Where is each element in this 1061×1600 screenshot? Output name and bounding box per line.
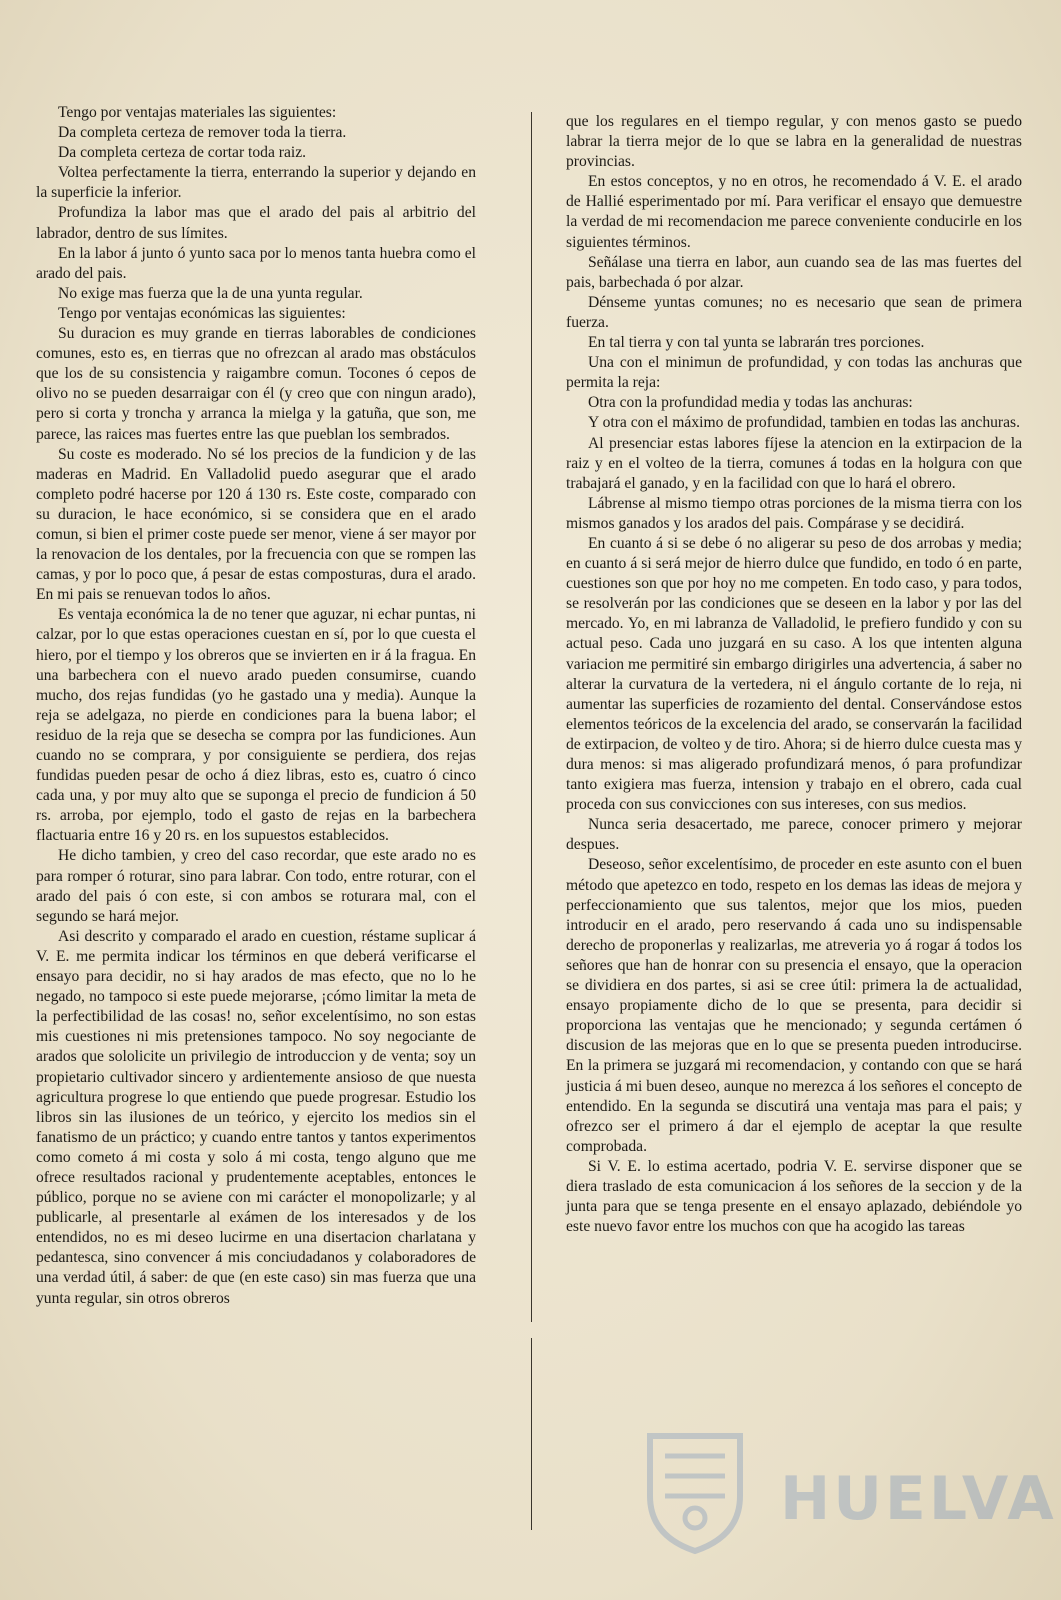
paragraph: Su coste es moderado. No sé los precios de la fundicion y de las maderas en Madrid. En Valladolid puedo asegurar que el arado completo podré hacerse por 120 á 130 rs. Este coste, comparado con su duracion, le hace económico, si se considera que en el arado comun, si bien el primer coste puede ser menor, viene á ser mayor por la renovacion de los dentales, por la frecuencia con que se rompen las camas, y por lo poco que, á pesar de estas composturas, dura el arado. En mi pais se renuevan todos lo años. bbox=[36, 445, 476, 604]
paragraph: Lábrense al mismo tiempo otras porciones de la misma tierra con los mismos ganados y los arados del pais. Compárase y se decidirá. bbox=[566, 494, 1022, 532]
paragraph: Deseoso, señor excelentísimo, de proceder en este asunto con el buen método que apetezco en todo, respeto en los demas las ideas de mejora y perfeccionamiento que sus talentos, mejor que los mios, pueden introducir en el arado, pero reservando á cada uno su indispensable derecho de proponerlas y realizarlas, me atreveria yo á rogar á todos los señores que han de honrar con su presencia el ensayo, que la operacion se dividiera en dos partes, si asi se cree útil: primera la de actualidad, ensayo propiamente dicho de lo que se presenta, para decidir si proporciona las ventajas que he mencionado; y segunda certámen ó discusion de las mejoras que en lo que se presenta pueden introducirse. En la primera se juzgará mi recomendacion, y contando con que se hará justicia á mi buen deseo, aunque no merezca á los señores el concepto de entendido. En la segunda se discutirá una ventaja mas para el pais; y ofrezco ser el primero á dar el ejemplo de aceptar la que resulte comprobada. bbox=[566, 856, 1022, 1155]
right-column bbox=[566, 112, 1022, 1237]
paragraph: Voltea perfectamente la tierra, enterrando la superior y dejando en la superficie la inferior. bbox=[36, 164, 476, 202]
paragraph: En estos conceptos, y no en otros, he recomendado á V. E. el arado de Hallié esperimentado por mí. Para verificar el ensayo que demuestre la verdad de mi recomendacion me parece conveniente conducirle en los siguientes términos. bbox=[566, 173, 1022, 251]
paragraph: Tengo por ventajas materiales las siguientes: bbox=[58, 104, 337, 121]
library-watermark bbox=[640, 1416, 1057, 1566]
paragraph: Da completa certeza de remover toda la tierra. bbox=[58, 124, 347, 142]
paragraph: En tal tierra y con tal yunta se labrarán tres porciones. bbox=[588, 334, 925, 352]
paragraph: Y otra con el máximo de profundidad, tambien en todas las anchuras. bbox=[588, 414, 1021, 432]
paragraph: Una con el minimun de profundidad, y con todas las anchuras que permita la reja: bbox=[566, 354, 1022, 392]
paragraph: Otra con la profundidad media y todas las anchuras: bbox=[588, 394, 913, 412]
watermark-text: HUELVA bbox=[780, 1464, 1057, 1534]
column-divider bbox=[531, 112, 532, 1322]
paragraph: Es ventaja económica la de no tener que aguzar, ni echar puntas, ni calzar, por lo que estas operaciones cuestan en sí, por lo que cuesta el hiero, por el tiempo y los obreros que se invierten en ir á la fragua. En una barbechera con el nuevo arado pueden consumirse, cuando mucho, dos rejas fundidas (yo he gastado una y media). Aunque la reja se adelgaza, no pierde en condiciones para la buena labor; el residuo de la reja que se desecha se compra por las fundiciones. Aun cuando no se comprara, y por consiguiente se perdiera, dos rejas fundidas pueden pesar de ocho á diez libras, esto es, cuatro ó cinco cada una, y por muy alto que se suponga el precio de fundicion á 50 rs. arroba, por ejemplo, todo el gasto de rejas en la barbechera flactuaria entre 16 y 20 rs. en los supuestos establecidos. bbox=[36, 606, 476, 845]
paragraph: No exige mas fuerza que la de una yunta regular. bbox=[58, 284, 363, 302]
paragraph: Señálase una tierra en labor, aun cuando sea de las mas fuertes del pais, barbechada ó por alzar. bbox=[566, 253, 1022, 291]
paragraph: Su duracion es muy grande en tierras laborables de condiciones comunes, esto es, en tierras que no ofrezcan al arado mas obstáculos que los de su consistencia y raigambre comun. Tocones ó cepos de olivo no se pueden desarraigar con él (y creo que con ningun arado), pero si corta y troncha y arranca la mielga y la gatuña, que son, me parece, las raices mas fuertes entre las que pueblan los sembrados. bbox=[36, 325, 476, 443]
column-divider bbox=[531, 1338, 532, 1530]
paragraph: que los regulares en el tiempo regular, y con menos gasto se puedo labrar la tierra mejor de lo que se labra en la generalidad de nuestras provincias. bbox=[566, 113, 1022, 171]
paragraph: Tengo por ventajas económicas las siguientes: bbox=[58, 304, 346, 322]
left-column bbox=[36, 103, 476, 1309]
paragraph: Nunca seria desacertado, me parece, conocer primero y mejorar despues. bbox=[566, 816, 1022, 854]
paragraph: Profundiza la labor mas que el arado del pais al arbitrio del labrador, dentro de sus límites. bbox=[36, 204, 476, 242]
paragraph: En cuanto á si se debe ó no aligerar su peso de dos arrobas y media; en cuanto á si será mejor de hierro dulce que fundido, en todo ó en parte, cuestiones son que por hoy no me competen. En todo caso, y para todos, se resolverán por las condiciones que se deseen en la labor y por las del mercado. Yo, en mi labranza de Valladolid, le prefiero fundido y con su actual peso. Cada uno juzgará en su caso. A los que intenten alguna variacion me permitiré sin embargo dirigirles una advertencia, á saber no alterar la curvatura de la vertedera, ni el ángulo cortante de lo reja, ni aumentar las superficies de rozamiento del dental. Conservándose estos elementos teóricos de la excelencia del arado, se conservarán la facilidad de extirpacion, de volteo y de tiro. Ahora; si de hierro dulce cuesta mas y dura menos: si mas aligerado profundizará menos, ó para profundizar tanto exigiera mas fuerza, intension y trabajo en el obrero, cada cual proceda con sus convicciones con sus intereses, con sus medios. bbox=[566, 534, 1022, 814]
paragraph: Da completa certeza de cortar toda raiz. bbox=[58, 144, 307, 162]
paragraph: En la labor á junto ó yunto saca por lo menos tanta huebra como el arado del pais. bbox=[36, 244, 476, 282]
paragraph: Asi descrito y comparado el arado en cuestion, réstame suplicar á V. E. me permita indicar los términos en que deberá verificarse el ensayo para decidir, no si hay arados de mas efecto, que no lo he negado, no tampoco si este puede mejorarse, ¡cómo limitar la meta de la perfectibilidad de las cosas! no, señor excelentísimo, no son estas mis cuestiones ni mis pretensiones tampoco. No soy negociante de arados que sololicite un privilegio de introduccion y de venta; soy un propietario cultivador sincero y ardientemente ansioso de que nuesta agricultura progrese lo que entiendo que puede progresar. Estudio los libros sin las ilusiones de un teórico, y ejercito los medios sin el fanatismo de un práctico; y cuando entre tantos y tantos experimentos como cometo á mi costa y solo á mi costa, tengo alguno que me ofrece resultados racional y prudentemente aceptables, entonces le público, porque no se aviene con mi carácter el monopolizarle; y al publicarle, al presentarle al exámen de los interesados y de los entendidos, no es mi deseo lucirme en una disertacion charlatana y pedantesca, sino convencer á mis conciudadanos y colaboradores de una verdad útil, á saber: de que (en este caso) sin mas fuerza que una yunta regular, sin otros obreros bbox=[36, 927, 476, 1307]
paragraph: He dicho tambien, y creo del caso recordar, que este arado no es para romper ó roturar, sino para labrar. Con todo, entre roturar, con el arado del pais ó con este, si con ambos se roturara mal, con el segundo se hará mejor. bbox=[36, 847, 476, 925]
paragraph: Dénseme yuntas comunes; no es necesario que sean de primera fuerza. bbox=[566, 293, 1022, 331]
paragraph: Si V. E. lo estima acertado, podria V. E. servirse disponer que se diera traslado de esta comunicacion á los señores de la seccion y de la junta para que se tenga presente en el ensayo aplazado, debiéndole yo este nuevo favor entre los muchos con que ha acogido las tareas bbox=[566, 1157, 1022, 1236]
coat-of-arms-icon bbox=[640, 1426, 750, 1556]
paragraph: Al presenciar estas labores fíjese la atencion en la extirpacion de la raiz y en el volteo de la tierra, comunes á todas en la holgura con que trabajará el ganado, y en la facilidad con que lo hará el obrero. bbox=[566, 434, 1022, 492]
